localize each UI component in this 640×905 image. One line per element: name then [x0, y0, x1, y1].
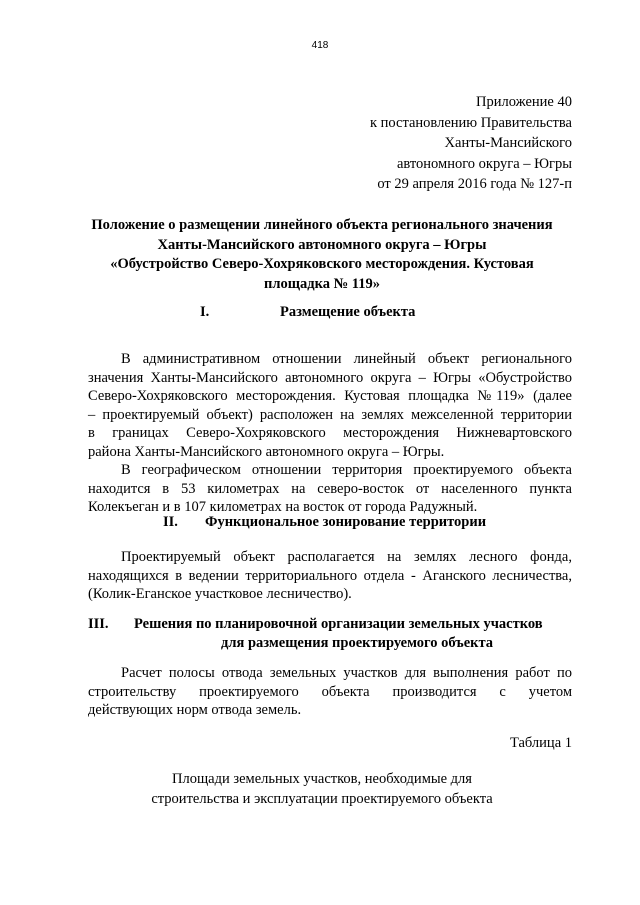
title-line: Ханты-Мансийского автономного округа – Югры [157, 236, 487, 253]
appendix-line: автономного округа – Югры [396, 155, 572, 172]
text-line: в границах Северо-Хохряковского месторождения Нижневартовского [88, 425, 572, 441]
section-title: Размещение объекта [280, 304, 416, 320]
appendix-line: Приложение 40 [476, 94, 572, 110]
appendix-line: к постановлению Правительства [370, 114, 572, 131]
section-1-heading [88, 303, 588, 323]
text-line: Северо-Хохряковского месторождения. Кустовая площадка №119» (далее [88, 388, 572, 404]
section-number: II. [163, 514, 178, 530]
section-1-paragraph-2 [88, 461, 572, 517]
text-line: В географическом отношении территория проектируемого объекта [121, 462, 572, 478]
text-line: (Колик-Еганское участковое лесничество). [88, 586, 352, 602]
text-line: Проектируемый объект располагается на землях лесного фонда, [121, 549, 572, 565]
section-2-paragraph [88, 548, 572, 604]
text-line: находящихся в ведении территориального отдела - Аганского лесничества, [88, 567, 572, 584]
document-title [72, 216, 572, 294]
section-3-paragraph [88, 664, 572, 720]
page-number: 418 [311, 40, 329, 51]
section-title: для размещения проектируемого объекта [221, 635, 494, 651]
text-line: района Ханты-Мансийского автономного округа – Югры. [88, 443, 445, 460]
title-line: Положение о размещении линейного объекта регионального значения [91, 217, 553, 233]
text-line: значения Ханты-Мансийского автономного округа – Югры «Обустройство [88, 369, 572, 386]
title-line: «Обустройство Северо-Хохряковского месторождения. Кустовая [110, 256, 534, 272]
caption-line: Площади земельных участков, необходимые для [172, 771, 472, 787]
text-line: Колекъеган и в 107 километрах на восток от города Радужный. [88, 499, 478, 515]
text-line: В административном отношении линейный объект регионального [121, 351, 572, 367]
table-label: Таблица 1 [509, 735, 572, 751]
appendix-line: от 29 апреля 2016 года № 127-п [377, 176, 572, 192]
section-title: Решения по планировочной организации земельных участков [134, 616, 543, 632]
section-3-heading [88, 615, 588, 635]
text-line: – проектируемый объект) расположен на землях межселенной территории [88, 406, 572, 423]
caption-line: строительства и эксплуатации проектируемого объекта [151, 790, 493, 807]
section-title: Функциональное зонирование территории [205, 514, 487, 530]
table-caption [72, 770, 572, 809]
section-2-heading [88, 513, 588, 533]
title-line: площадка № 119» [264, 275, 380, 292]
section-1-paragraph-1 [88, 350, 572, 461]
appendix-block [272, 92, 572, 195]
text-line: строительству проектируемого объекта производится с учетом [88, 683, 572, 700]
section-number: III. [88, 616, 109, 632]
text-line: находится в 53 километрах на северо-восток от населенного пункта [88, 480, 572, 497]
section-number: I. [200, 304, 210, 320]
text-line: действующих норм отвода земель. [88, 702, 302, 718]
appendix-line: Ханты-Мансийского [444, 135, 572, 151]
section-3-heading-line-2 [221, 634, 640, 654]
text-line: Расчет полосы отвода земельных участков для выполнения работ по [121, 665, 572, 681]
